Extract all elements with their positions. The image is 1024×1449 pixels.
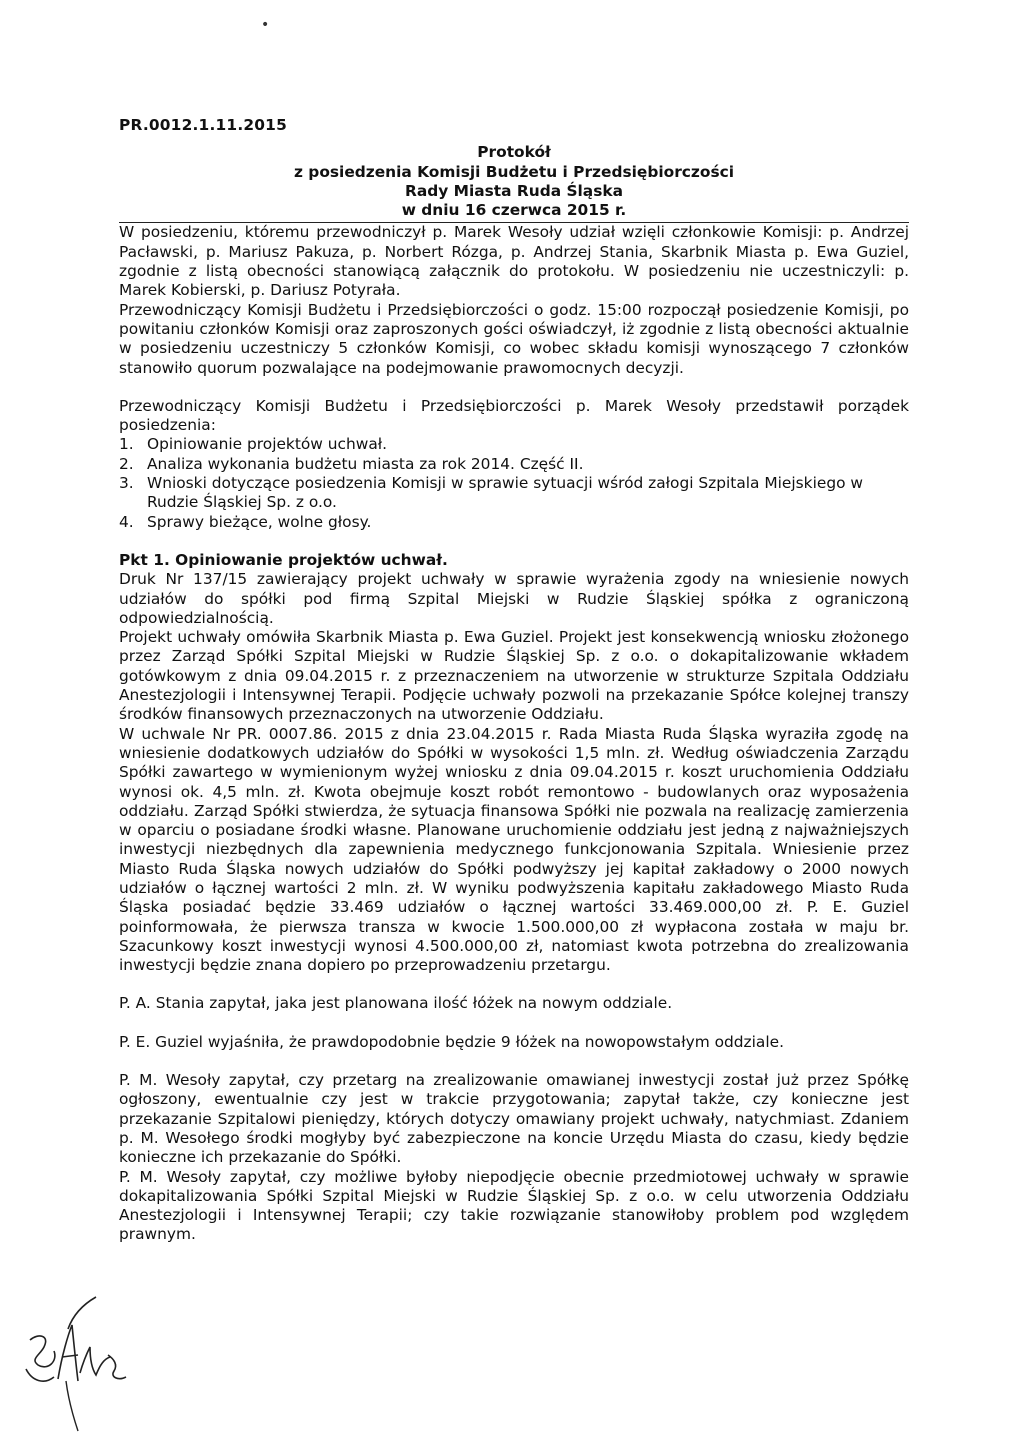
section-1-explanation: Projekt uchwały omówiła Skarbnik Miasta p. Ewa Guziel. Projekt jest konsekwencją wniosku złożonego przez Zarząd Spółki Szpital Miejski w Rudzie Śląskiej Sp. z o.o. o dokapitalizowanie wkładem gotówkowym z dnia 09.04.2015 r. z przeznaczeniem na utworzenie w strukturze Szpitala Oddziału Anestezjologii i Intensywnej Terapii. Podjęcie uchwały pozwoli na przekazanie Spółce kolejnej transzy środków finansowych przeznaczonych na utworzenie Oddziału.: [119, 628, 909, 724]
agenda-item-number: 4.: [119, 512, 134, 531]
agenda-item-number: 3.: [119, 474, 134, 493]
section-1-heading: Pkt 1. Opiniowanie projektów uchwał.: [119, 550, 448, 569]
scan-speck: •: [261, 17, 270, 33]
section-1-draft: Druk Nr 137/15 zawierający projekt uchwały w sprawie wyrażenia zgody na wniesienie nowych udziałów do spółki pod firmą Szpital Miejski w Rudzie Śląskiej spółka z ograniczoną odpowiedzialnością.: [119, 570, 909, 627]
agenda-item-text: Wnioski dotyczące posiedzenia Komisji w sprawie sytuacji wśród załogi Szpitala Miejskiego w Rudzie Śląskiej Sp. z o.o.: [147, 474, 863, 512]
agenda-item: [119, 474, 909, 513]
agenda-list: [119, 435, 909, 531]
agenda-item-text: Analiza wykonania budżetu miasta za rok 2014. Część II.: [147, 454, 584, 473]
agenda-item: [119, 435, 909, 454]
document-subtitle-2: Rady Miasta Ruda Śląska: [405, 181, 623, 200]
document-title: Protokół: [477, 143, 551, 162]
agenda-intro: Przewodniczący Komisji Budżetu i Przedsiębiorczości p. Marek Wesoły przedstawił porządek posiedzenia:: [119, 396, 909, 435]
agenda-item-number: 2.: [119, 454, 134, 473]
question-stania: P. A. Stania zapytał, jaka jest planowana ilość łóżek na nowym oddziale.: [119, 994, 673, 1013]
agenda-item: [119, 455, 909, 474]
document-reference: PR.0012.1.11.2015: [119, 116, 288, 134]
attendance-paragraph: W posiedzeniu, któremu przewodniczył p. Marek Wesoły udział wzięli członkowie Komisji: p. Andrzej Pacławski, p. Mariusz Pakuza, p. Norbert Rózga, p. Andrzej Stania, Skarbnik Miasta p. Ewa Guziel, zgodnie z listą obecności stanowiącą załącznik do protokołu. W posiedzeniu nie uczestniczyli: p. Marek Kobierski, p. Dariusz Potyrała.: [119, 223, 909, 300]
agenda-item-text: Opiniowanie projektów uchwał.: [147, 435, 388, 454]
quorum-paragraph: Przewodniczący Komisji Budżetu i Przedsiębiorczości o godz. 15:00 rozpoczął posiedzenie Komisji, po powitaniu członków Komisji oraz zaproszonych gości oświadczył, iż zgodnie z listą obecności aktualnie w posiedzeniu uczestniczy 5 członków Komisji, co wobec składu komisji wynoszącego 7 członków stanowiło quorum pozwalające na podejmowanie prawomocnych decyzji.: [119, 300, 909, 377]
document-subtitle-1: z posiedzenia Komisji Budżetu i Przedsiębiorczości: [293, 162, 734, 181]
question-wesoly-2: P. M. Wesoły zapytał, czy możliwe byłoby niepodjęcie obecnie przedmiotowej uchwały w sprawie dokapitalizowania Spółki Szpital Miejski w Rudzie Śląskiej Sp. z o.o. w celu utworzenia Oddziału Anestezjologii i Intensywnej Terapii; czy takie rozwiązanie stanowiłoby problem pod względem prawnym.: [119, 1167, 909, 1244]
document-date: w dniu 16 czerwca 2015 r.: [401, 201, 627, 220]
section-1-resolution-details: W uchwale Nr PR. 0007.86. 2015 z dnia 23.04.2015 r. Rada Miasta Ruda Śląska wyraziła zgodę na wniesienie dodatkowych udziałów do Spółki w wysokości 1,5 mln. zł. Według oświadczenia Zarządu Spółki zawartego w wymienionym wyżej wniosku z dnia 09.04.2015 r. koszt uruchomienia Oddziału wynosi ok. 4,5 mln. zł. Kwota obejmuje koszt robót remontowo - budowlanych oraz wyposażenia oddziału. Zarząd Spółki stwierdza, że sytuacja finansowa Spółki nie pozwala na realizację zamierzenia w oparciu o posiadane środki własne. Planowane uruchomienie oddziału jest jedną z najważniejszych inwestycji niezbędnych dla zapewnienia medycznego funkcjonowania Szpitala. Wniesienie przez Miasto Ruda Śląska nowych udziałów do Spółki podwyższy jej kapitał zakładowy o 2000 nowych udziałów o łącznej wartości 2 mln. zł. W wyniku podwyższenia kapitału zakładowego Miasto Ruda Śląska posiadać będzie 33.469 udziałów o łącznej wartości 33.469.000,00 zł. P. E. Guziel poinformowała, że pierwsza transza w kwocie 1.500.000,00 zł wypłacona została w maju br. Szacunkowy koszt inwestycji wynosi 4.500.000,00 zł, natomiast kwota potrzebna do zrealizowania inwestycji będzie znana dopiero po przeprowadzeniu przetargu.: [119, 724, 909, 975]
agenda-item-number: 1.: [119, 435, 134, 454]
agenda-item-text: Sprawy bieżące, wolne głosy.: [147, 512, 372, 531]
answer-guziel: P. E. Guziel wyjaśniła, że prawdopodobnie będzie 9 łóżek na nowopowstałym oddziale.: [119, 1032, 784, 1051]
agenda-item: [119, 513, 909, 532]
handwritten-initials-signature: [18, 1285, 138, 1435]
question-wesoly-1: P. M. Wesoły zapytał, czy przetarg na zrealizowanie omawianej inwestycji został już przez Spółkę ogłoszony, ewentualnie czy jest w trakcie przygotowania; zapytał także, czy konieczne jest przekazanie Szpitalowi pieniędzy, których dotyczy omawiany projekt uchwały, natychmiast. Zdaniem p. M. Wesołego środki mogłyby być zabezpieczone na koncie Urzędu Miasta do czasu, kiedy będzie konieczne ich przekazanie do Spółki.: [119, 1071, 909, 1167]
protocol-document: [119, 116, 909, 1245]
